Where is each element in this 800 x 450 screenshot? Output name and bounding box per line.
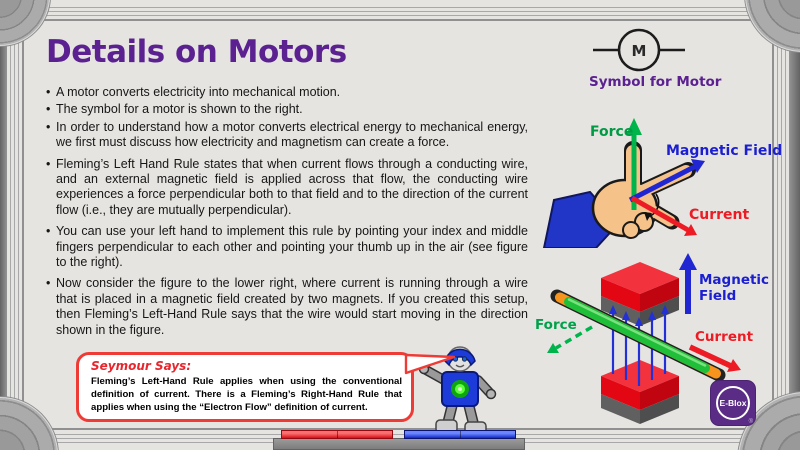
bullet-item: [46, 276, 528, 338]
force-label: Force: [590, 124, 634, 140]
corner-disc-bottom-left: [0, 397, 58, 450]
eblox-logo-text: E-Blox: [719, 398, 747, 408]
speech-bubble-tail: [404, 351, 456, 377]
eblox-logo: [710, 380, 756, 426]
frame-left-line: [14, 0, 15, 450]
robot-eye-right: [462, 357, 466, 361]
bullet-text: In order to understand how a motor converts electrical energy to mechanical energy, we first must discuss how electricity and magnetism can create a force.: [56, 119, 528, 150]
bullet-text: The symbol for a motor is shown to the right.: [56, 102, 303, 117]
field-label-line2: Field: [699, 288, 737, 304]
motor-symbol-caption: Symbol for Motor: [589, 74, 722, 90]
robot-glow-center: [458, 387, 462, 391]
frame-top-line: [0, 7, 800, 8]
registered-mark: ®: [748, 419, 753, 425]
bullet-item: [46, 224, 528, 270]
blue-brick: [404, 430, 516, 439]
seymour-callout: [76, 352, 414, 422]
bullet-item: [46, 102, 528, 117]
bullet-text: Fleming’s Left Hand Rule states that when current flows through a conducting wire, and an external magnetic field is applied across that flow, the conducting wire experiences a force perpendicular both to that field and to the direction of the current flow (i.e., they are mutually perpendicular).: [56, 156, 528, 217]
bullet-text: Now consider the figure to the lower right, where current is running through a wire that is placed in a magnetic field created by two magnets. If you created this setup, then Fleming’s Left-Hand Rule says that the wire would start moving in the direction shown in the figure.: [56, 276, 528, 337]
bullet-item: [46, 120, 528, 151]
motor-symbol-icon: [585, 28, 705, 76]
frame-top-line: [0, 11, 800, 12]
brick-baseplate: [273, 438, 525, 450]
frame-right-band: [789, 0, 800, 450]
motor-letter: M: [631, 42, 647, 60]
field-label-line1: Magnetic: [699, 272, 770, 288]
magnetic-field-label: Magnetic Field: [666, 143, 783, 159]
corner-disc-top-left: [0, 0, 50, 46]
bullet-text: You can use your left hand to implement this rule by pointing your index and middle fingers perpendicular to each other and pointing your thumb up in the air (see figure to the right).: [56, 224, 528, 270]
bullet-text: A motor converts electricity into mechanical motion.: [56, 85, 341, 99]
bullet-list: [46, 85, 528, 344]
page-title: Details on Motors: [46, 34, 347, 70]
frame-left-line: [18, 0, 19, 450]
frame-top-line: [0, 15, 800, 16]
force-label: Force: [535, 317, 577, 333]
eblox-logo-ring: [716, 386, 750, 420]
bullet-item: [46, 85, 528, 100]
seymour-body: Fleming’s Left-Hand Rule applies when using the conventional definition of current. There is a Fleming’s Right-Hand Rule that applies when using the “Electron Flow” definition of current.: [91, 376, 402, 413]
bullet-item: [46, 157, 528, 219]
field-arrow-head: [679, 253, 697, 270]
frame-bottom-line: [0, 434, 800, 435]
seymour-heading: Seymour Says:: [91, 359, 192, 373]
frame-left-line: [22, 0, 24, 450]
red-brick: [281, 430, 393, 439]
left-hand-rule-figure: [540, 108, 790, 248]
frame-left-line: [10, 0, 11, 450]
current-label: Current: [695, 329, 754, 345]
frame-left-band: [0, 0, 7, 450]
frame-top-line: [0, 19, 800, 21]
current-label: Current: [689, 207, 750, 223]
